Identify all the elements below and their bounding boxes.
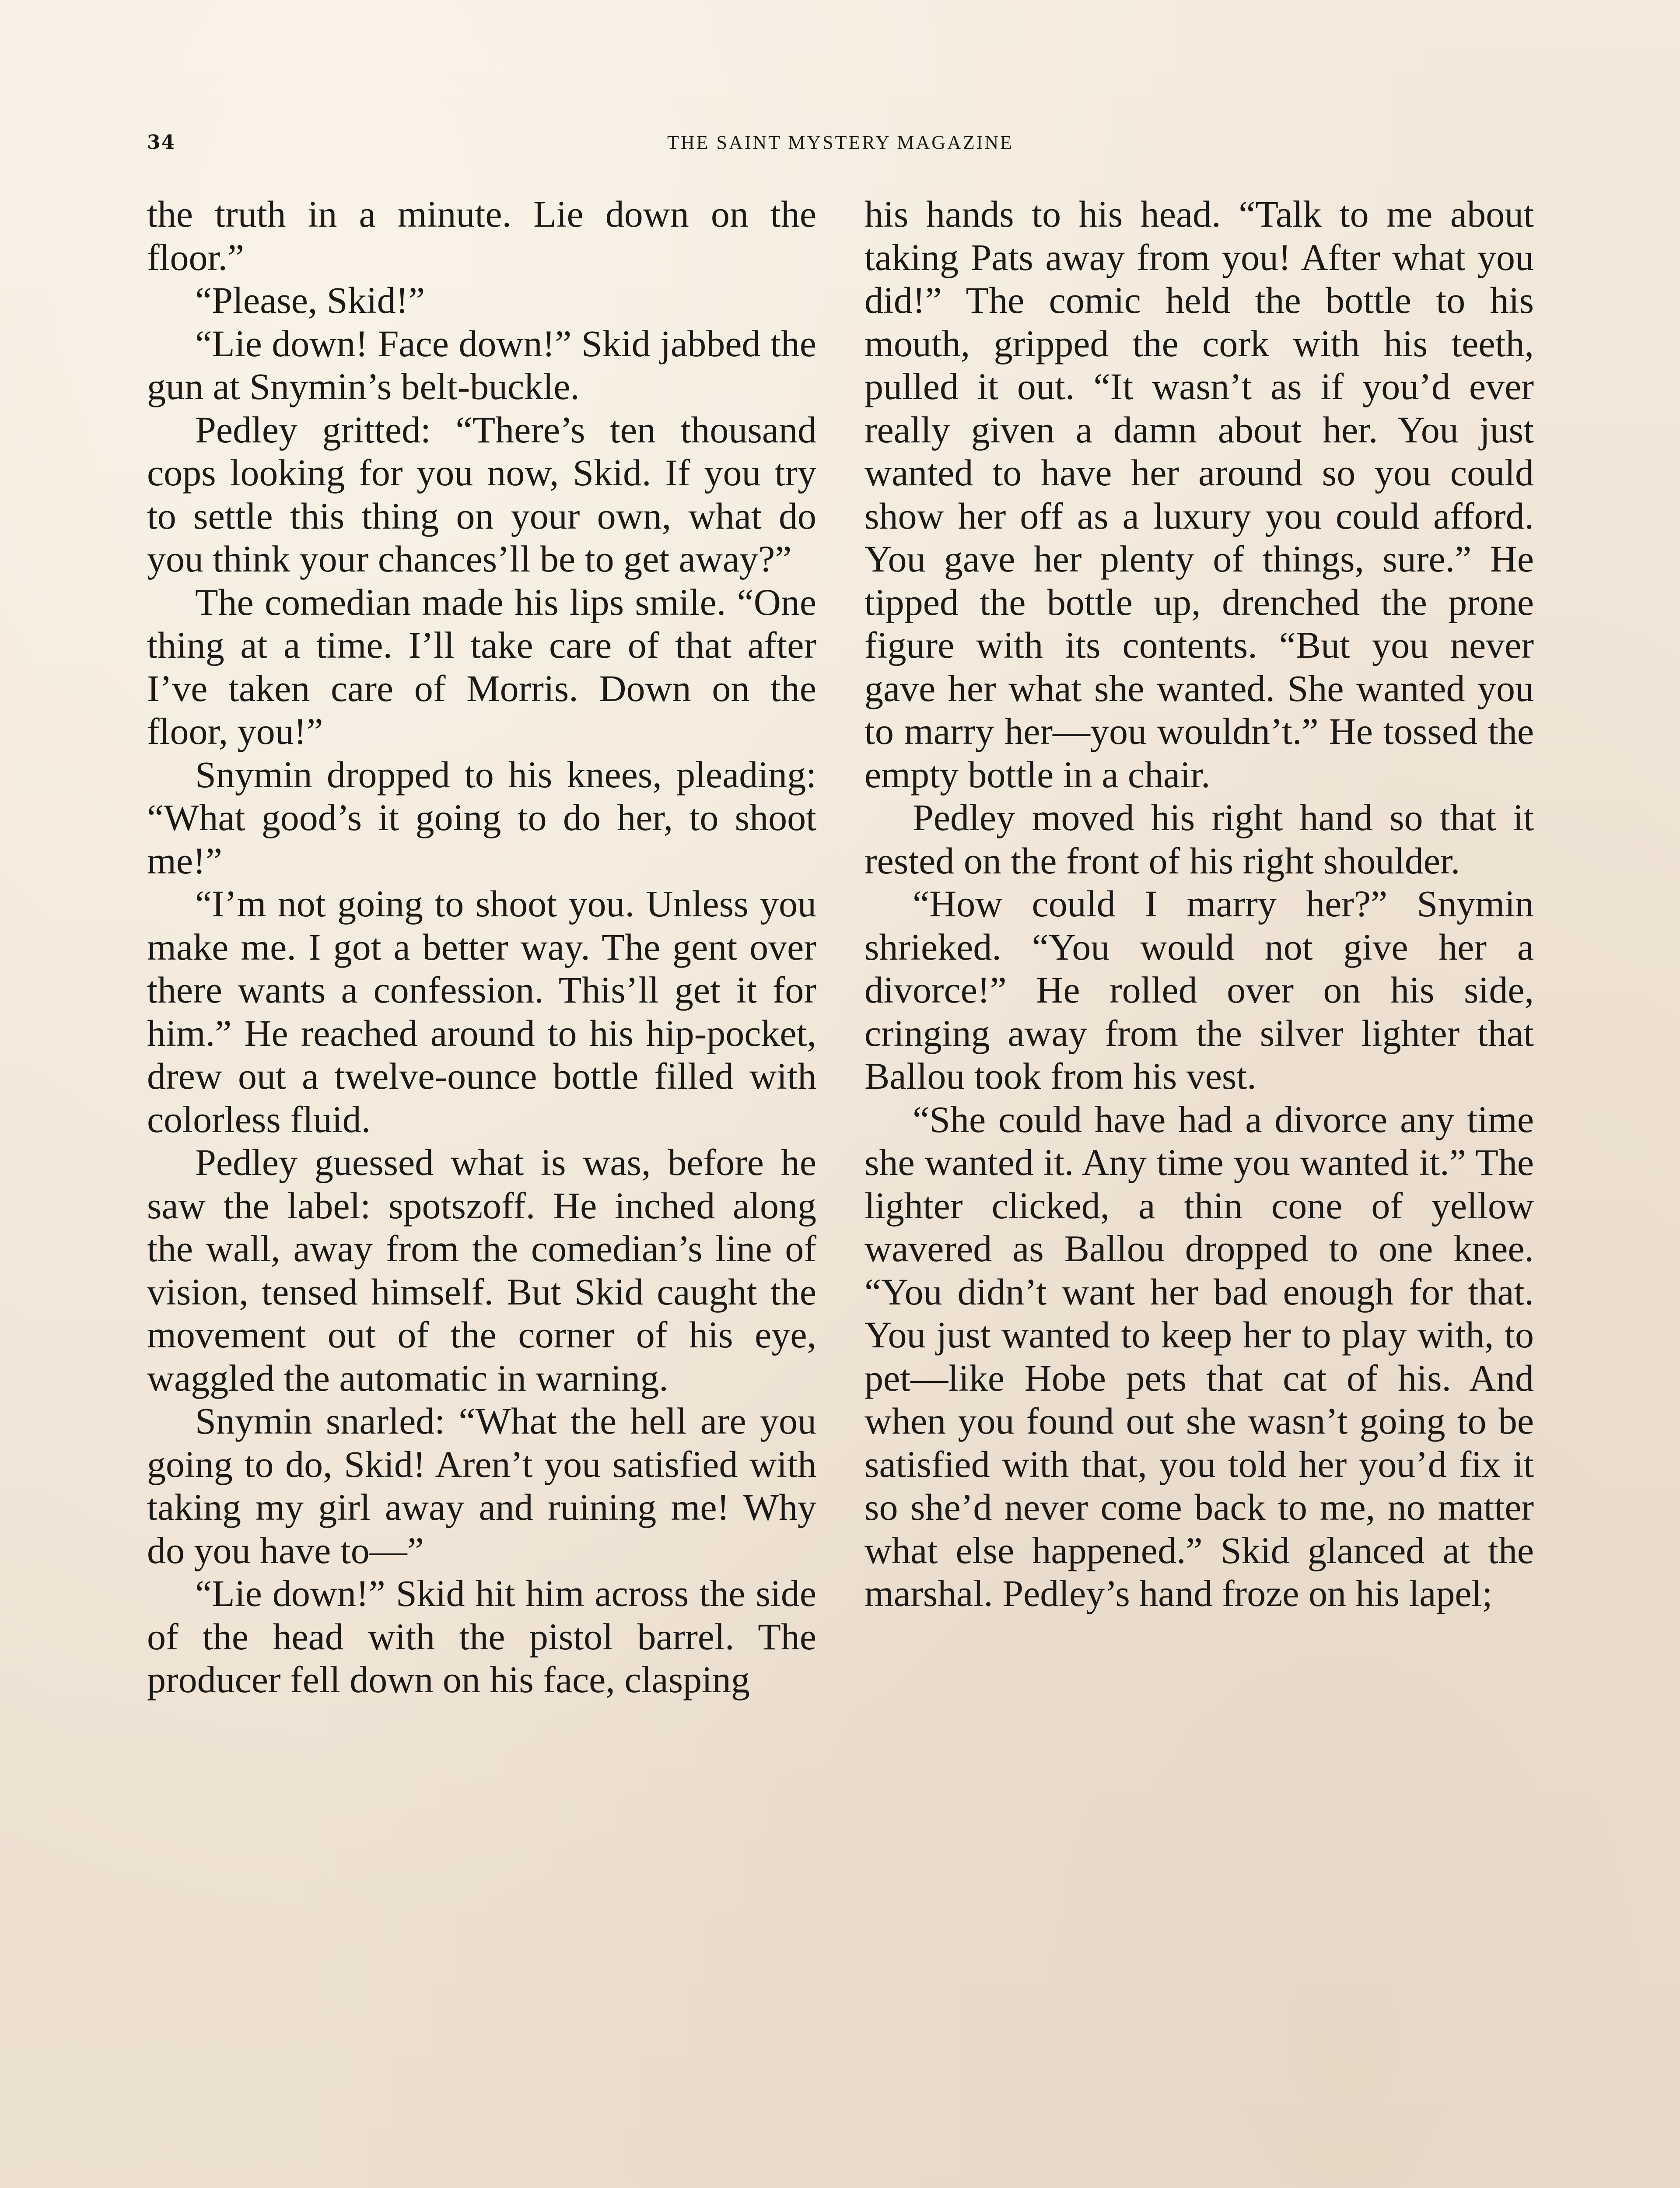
paragraph: “I’m not going to shoot you. Unless you make me. I got a better way. The gent over there wants a confession. This’ll get it for him.” He reached around to his hip-pocket, drew out a twelve-ounce bottle filled with colorless fluid. [147,883,816,1140]
paragraph: Pedley gritted: “There’s ten thousand cops looking for you now, Skid. If you try to settle this thing on your own, what do you think your chances’ll be to get away?” [147,408,816,580]
paragraph: “Lie down!” Skid hit him across the side of the head with the pistol barrel. The producer fell down on his face, clasping [147,1572,816,1701]
running-header [147,131,1534,166]
text-columns [147,193,1534,1701]
running-title: THE SAINT MYSTERY MAGAZINE [667,132,1014,153]
paragraph: the truth in a minute. Lie down on the floor.” [147,193,816,278]
paragraph: Pedley moved his right hand so that it rested on the front of his right shoulder. [864,796,1534,882]
paragraph: Pedley guessed what is was, before he saw the label: spotszoff. He inched along the wall, away from the comedian’s line of vision, tensed himself. But Skid caught the movement out of the corner of his eye, waggled the automatic in warning. [147,1141,816,1399]
right-column [864,193,1534,1701]
page-number: 34 [147,131,176,154]
paragraph: “Lie down! Face down!” Skid jabbed the gun at Snymin’s belt-buckle. [147,322,816,407]
paragraph: “How could I marry her?” Snymin shrieked. “You would not give her a divorce!” He rolled over on his side, cringing away from the silver lighter that Ballou took from his vest. [864,883,1534,1097]
paragraph: The comedian made his lips smile. “One thing at a time. I’ll take care of that after I’ve taken care of Morris. Down on the floor, you!” [147,581,816,752]
paragraph: Snymin dropped to his knees, pleading: “What good’s it going to do her, to shoot me!” [147,753,816,882]
paragraph: Snymin snarled: “What the hell are you going to do, Skid! Aren’t you satisfied with taking my girl away and ruining me! Why do you have to—” [147,1400,816,1571]
paragraph: “She could have had a divorce any time she wanted it. Any time you wanted it.” The lighter clicked, a thin cone of yellow wavered as Ballou dropped to one knee. “You didn’t want her bad enough for that. You just wanted to keep her to play with, to pet—like Hobe pets that cat of his. And when you found out she wasn’t going to be satisfied with that, you told her you’d fix it so she’d never come back to me, no matter what else happened.” Skid glanced at the marshal. Pedley’s hand froze on his lapel; [864,1098,1534,1614]
left-column [147,193,816,1701]
paragraph: his hands to his head. “Talk to me about taking Pats away from you! After what you did!” The comic held the bottle to his mouth, gripped the cork with his teeth, pulled it out. “It wasn’t as if you’d ever really given a damn about her. You just wanted to have her around so you could show her off as a luxury you could afford. You gave her plenty of things, sure.” He tipped the bottle up, drenched the prone figure with its contents. “But you never gave her what she wanted. She wanted you to marry her—you wouldn’t.” He tossed the empty bottle in a chair. [864,193,1534,796]
paragraph: “Please, Skid!” [195,279,425,321]
